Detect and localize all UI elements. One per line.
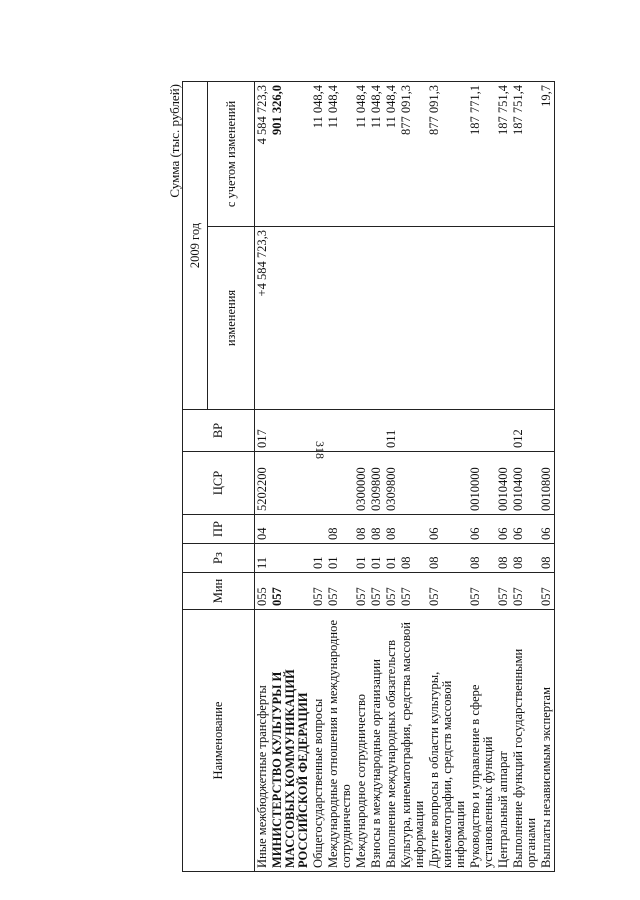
row-changes [539, 227, 555, 410]
row-csr [311, 452, 326, 515]
row-changes [255, 227, 271, 410]
row-name [468, 610, 496, 872]
table-row [384, 81, 399, 871]
row-vr-text: 012 [511, 429, 525, 448]
row-vr-text: 011 [384, 429, 398, 448]
row-name [399, 610, 427, 872]
row-rz-text: 08 [511, 556, 525, 569]
row-min [496, 573, 511, 610]
row-rz [468, 544, 496, 573]
header-csr: ЦСР [183, 452, 255, 515]
row-pr-text: 06 [539, 527, 553, 540]
row-vr [270, 410, 311, 452]
row-pr [511, 515, 539, 544]
row-csr-text: 5202200 [255, 467, 269, 511]
table-row [354, 81, 369, 871]
row-changes [468, 227, 496, 410]
table-row [496, 81, 511, 871]
row-csr [369, 452, 384, 515]
row-total-text: 11 048,4 [369, 84, 383, 129]
row-pr [539, 515, 555, 544]
row-changes [311, 227, 326, 410]
row-vr [326, 410, 354, 452]
row-rz [384, 544, 399, 573]
row-rz-text: 01 [354, 556, 368, 569]
row-min-text: 057 [539, 587, 553, 606]
row-csr-text: 0300000 [354, 467, 368, 511]
row-vr [384, 410, 399, 452]
row-name [270, 610, 311, 872]
row-pr [369, 515, 384, 544]
row-min-text: 057 [399, 587, 413, 606]
row-min-text: 057 [496, 587, 510, 606]
row-pr [311, 515, 326, 544]
row-pr [468, 515, 496, 544]
row-name [511, 610, 539, 872]
row-min [399, 573, 427, 610]
row-name [255, 610, 271, 872]
row-total [255, 81, 271, 226]
row-name-text: Взносы в международные организации [369, 659, 383, 868]
row-changes [496, 227, 511, 410]
row-total [270, 81, 311, 226]
row-total [326, 81, 354, 226]
row-csr [384, 452, 399, 515]
row-pr-text: 06 [468, 527, 482, 540]
row-pr-text: 08 [326, 527, 340, 540]
row-changes [511, 227, 539, 410]
row-name-text: Выполнение функций государственными органами [511, 648, 538, 868]
row-min [427, 573, 468, 610]
row-name [427, 610, 468, 872]
row-name-text: Иные межбюджетные трансферты [255, 685, 269, 868]
row-total [496, 81, 511, 226]
row-changes [369, 227, 384, 410]
row-min [384, 573, 399, 610]
row-csr [399, 452, 427, 515]
page-number: 318 [313, 441, 327, 459]
row-rz-text: 01 [384, 556, 398, 569]
row-csr-text: 0309800 [384, 467, 398, 511]
row-pr-text: 04 [255, 527, 269, 540]
row-csr [326, 452, 354, 515]
row-min [311, 573, 326, 610]
row-name [311, 610, 326, 872]
row-csr [427, 452, 468, 515]
row-csr [496, 452, 511, 515]
table-row [427, 81, 468, 871]
row-rz [326, 544, 354, 573]
row-min-text: 057 [384, 587, 398, 606]
row-min-text: 057 [354, 587, 368, 606]
row-vr [496, 410, 511, 452]
row-csr-text: 0309800 [369, 467, 383, 511]
row-pr [399, 515, 427, 544]
row-pr-text: 06 [427, 527, 441, 540]
row-vr [311, 410, 326, 452]
row-vr-text: 017 [255, 429, 269, 448]
table-row [326, 81, 354, 871]
row-name [369, 610, 384, 872]
row-total [311, 81, 326, 226]
row-changes [427, 227, 468, 410]
row-rz [354, 544, 369, 573]
row-name [354, 610, 369, 872]
row-total-text: 877 091,3 [399, 84, 413, 135]
row-pr-text: 06 [511, 527, 525, 540]
row-min-text: 057 [326, 587, 340, 606]
row-pr [255, 515, 271, 544]
row-rz-text: 01 [369, 556, 383, 569]
rotated-page-content [167, 82, 553, 872]
row-rz-text: 08 [468, 556, 482, 569]
row-changes [399, 227, 427, 410]
row-rz [399, 544, 427, 573]
row-name [539, 610, 555, 872]
row-rz-text: 01 [311, 556, 325, 569]
header-rz: Рз [183, 544, 255, 573]
row-total [369, 81, 384, 226]
row-name-text: Центральный аппарат [496, 751, 510, 868]
row-vr [468, 410, 496, 452]
row-name-text: Руководство и управление в сфере установленных функций [468, 684, 495, 868]
row-pr [326, 515, 354, 544]
table-row [468, 81, 496, 871]
header-with-changes: с учетом изменений [208, 81, 255, 226]
header-name: Наименование [183, 610, 255, 872]
row-vr [399, 410, 427, 452]
row-total [354, 81, 369, 226]
row-pr [270, 515, 311, 544]
row-vr [354, 410, 369, 452]
row-total-text: 877 091,3 [427, 84, 441, 135]
row-vr [369, 410, 384, 452]
row-rz-text: 08 [399, 556, 413, 569]
row-min-text: 055 [255, 587, 269, 606]
row-total-text: 11 048,4 [311, 84, 325, 129]
row-csr [539, 452, 555, 515]
row-csr [511, 452, 539, 515]
row-rz [539, 544, 555, 573]
row-min-text: 057 [369, 587, 383, 606]
row-csr [354, 452, 369, 515]
row-total [511, 81, 539, 226]
header-year: 2009 год [183, 81, 208, 409]
row-rz-text: 01 [326, 556, 340, 569]
row-total-text: 187 751,4 [511, 84, 525, 135]
row-min [326, 573, 354, 610]
row-total [539, 81, 555, 226]
row-min [511, 573, 539, 610]
row-changes-text: +4 584 723,3 [255, 230, 269, 297]
table-row [311, 81, 326, 871]
row-csr-text: 0010400 [496, 467, 510, 511]
table-row [399, 81, 427, 871]
row-csr [255, 452, 271, 515]
row-rz [255, 544, 271, 573]
row-pr-text: 08 [369, 527, 383, 540]
row-name-text: Международное сотрудничество [354, 693, 368, 868]
row-min-text: 057 [427, 587, 441, 606]
table-row [255, 81, 271, 871]
row-name-text: Выплаты независимым экспертам [539, 687, 553, 868]
row-total [399, 81, 427, 226]
row-total-text: 11 048,4 [354, 84, 368, 129]
header-pr: ПР [183, 515, 255, 544]
row-total-text: 187 751,4 [496, 84, 510, 135]
row-rz [427, 544, 468, 573]
row-name [496, 610, 511, 872]
row-min-text: 057 [511, 587, 525, 606]
row-csr-text: 0010800 [539, 467, 553, 511]
row-pr [354, 515, 369, 544]
row-total-text: 11 048,4 [384, 84, 398, 129]
row-pr [384, 515, 399, 544]
row-rz-text: 11 [255, 556, 269, 569]
row-total [427, 81, 468, 226]
row-min [270, 573, 311, 610]
row-csr [270, 452, 311, 515]
table-row [270, 81, 311, 871]
row-vr [427, 410, 468, 452]
row-changes [384, 227, 399, 410]
row-changes [354, 227, 369, 410]
row-csr [468, 452, 496, 515]
row-vr [511, 410, 539, 452]
row-name-text: Другие вопросы в области культуры, кинематографии, средств массовой информации [427, 671, 467, 868]
row-min [255, 573, 271, 610]
row-name-text: МИНИСТЕРСТВО КУЛЬТУРЫ И МАССОВЫХ КОММУНИКАЦИЙ РОССИЙСКОЙ ФЕДЕРАЦИИ [270, 669, 310, 868]
row-rz [311, 544, 326, 573]
row-total-text: 4 584 723,3 [255, 84, 269, 145]
row-rz-text: 08 [539, 556, 553, 569]
row-pr [496, 515, 511, 544]
row-name-text: Культура, кинематография, средства массовой информации [399, 622, 426, 868]
row-min [354, 573, 369, 610]
row-vr [539, 410, 555, 452]
table-row [539, 81, 555, 871]
table-body [255, 81, 555, 871]
row-rz-text: 08 [496, 556, 510, 569]
row-name-text: Выполнение международных обязательств [384, 639, 398, 868]
row-min-text: 057 [311, 587, 325, 606]
row-pr-text: 06 [496, 527, 510, 540]
row-csr-text: 0010000 [468, 467, 482, 511]
row-pr-text: 08 [384, 527, 398, 540]
row-total-text: 19,7 [539, 84, 553, 107]
header-changes: изменения [208, 227, 255, 410]
row-rz [496, 544, 511, 573]
row-name-text: Международные отношения и международное сотрудничество [326, 619, 353, 868]
row-name [326, 610, 354, 872]
row-min [369, 573, 384, 610]
row-rz [511, 544, 539, 573]
row-pr [427, 515, 468, 544]
row-name-text: Общегосударственные вопросы [311, 698, 325, 868]
row-total [384, 81, 399, 226]
row-pr-text: 08 [354, 527, 368, 540]
row-rz-text: 08 [427, 556, 441, 569]
row-total-text: 187 771,1 [468, 84, 482, 135]
row-rz [369, 544, 384, 573]
table-caption: Сумма (тыс. рублей) [167, 84, 182, 198]
row-total-text: 11 048,4 [326, 84, 340, 129]
row-min-text: 057 [270, 587, 284, 606]
budget-table [182, 81, 555, 872]
row-vr [255, 410, 271, 452]
row-total-text: 901 326,0 [270, 84, 284, 135]
row-min [468, 573, 496, 610]
header-min: Мин [183, 573, 255, 610]
header-vr: ВР [183, 410, 255, 452]
row-csr-text: 0010400 [511, 467, 525, 511]
row-changes [270, 227, 311, 410]
table-row [369, 81, 384, 871]
row-total [468, 81, 496, 226]
row-min [539, 573, 555, 610]
row-name [384, 610, 399, 872]
row-min-text: 057 [468, 587, 482, 606]
table-row [511, 81, 539, 871]
row-rz [270, 544, 311, 573]
row-changes [326, 227, 354, 410]
